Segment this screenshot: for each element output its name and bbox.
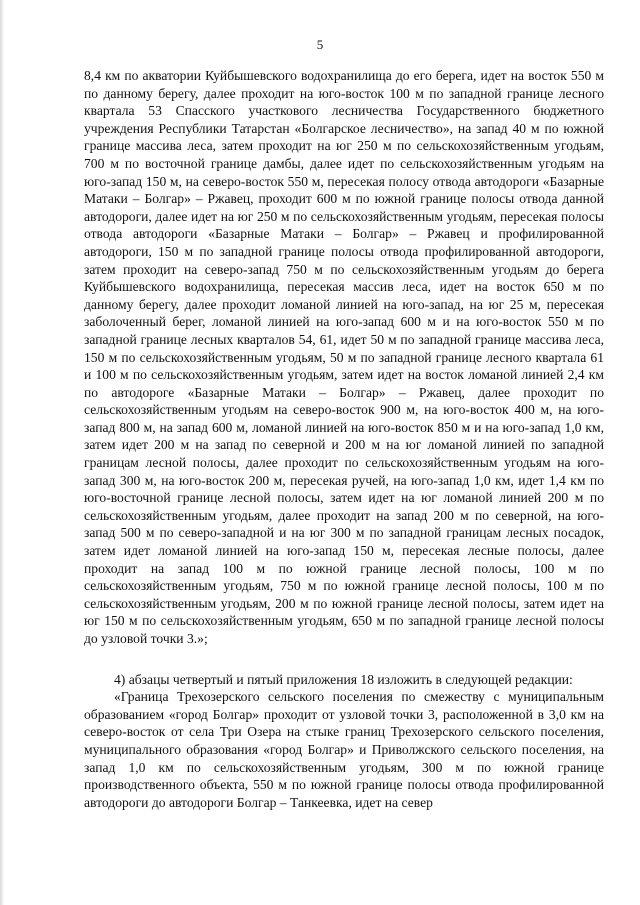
paragraph-gap	[84, 648, 604, 671]
document-body	[84, 67, 604, 811]
page-number: 5	[316, 37, 324, 52]
scan-binding-edge	[0, 0, 4, 905]
paragraph-trekhozersk-boundary: «Граница Трехозерского сельского поселения по смежеству с муниципальным образованием «город Болгар» проходит от узловой точки 3, расположенной в 3,0 км на северо-восток от села Три Озера на стыке границ Трехозерского сельского поселения, муниципального образования «город Болгар» и Приволжского сельского поселения, на запад 1,0 км по сельскохозяйственным угодьям, 300 м по южной границе производственного объекта, 550 м по южной границе полосы отвода профилированной автодороги до автодороги Болгар – Танкеевка, идет на север	[84, 689, 604, 810]
paragraph-amendment-item-4: 4) абзацы четвертый и пятый приложения 18 изложить в следующей редакции:	[114, 671, 573, 687]
paragraph-boundary-description: 8,4 км по акватории Куйбышевского водохранилища до его берега, идет на восток 550 м по данному берегу, далее проходит на юго-восток 100 м по западной границе лесного квартала 53 Спасского участкового лесничества Государственного бюджетного учреждения Республики Татарстан «Болгарское лесничество», на запад 40 м по южной границе массива леса, затем проходит на юг 250 м по сельскохозяйственным угодьям, 700 м по восточной границе дамбы, далее идет по сельскохозяйственным угодьям на юго-запад 150 м, на северо-восток 550 м, пересекая полосу отвода автодороги «Базарные Матаки – Болгар» – Ржавец, проходит 600 м по южной границе полосы отвода данной автодороги, далее идет на юг 250 м по сельскохозяйственным угодьям, пересекая полосы отвода автодороги «Базарные Матаки – Болгар» – Ржавец и профилированной автодороги, 150 м по западной границе полосы отвода профилированной автодороги, затем проходит на северо-запад 750 м по сельскохозяйственным угодьям до берега Куйбышевского водохранилища, пересекая массив леса, идет на восток 650 м по данному берегу, далее проходит ломаной линией на юго-запад, на юг 25 м, пересекая заболоченный берег, ломаной линией на юго-запад 600 м и на юго-восток 550 м по западной границе лесных кварталов 54, 61, идет 50 м по западной границе массива леса, 150 м по сельскохозяйственным угодьям, 50 м по западной границе лесного квартала 61 и 100 м по сельскохозяйственным угодьям, затем идет на восток ломаной линией 2,4 км по автодороге «Базарные Матаки – Болгар» – Ржавец, далее проходит по сельскохозяйственным угодьям на северо-восток 900 м, на юго-восток 400 м, на юго-запад 800 м, на запад 600 м, ломаной линией на юго-восток 850 м и на юго-запад 1,0 км, затем идет 200 м на запад по северной и 200 м на юг ломаной линией по западной границам лесной полосы, далее проходит по сельскохозяйственным угодьям на юго-запад 300 м, на юго-восток 200 м, пересекая ручей, на юго-запад 1,0 км, идет 1,4 км по юго-восточной границе лесной полосы, затем идет на юг ломаной линией 200 м по сельскохозяйственным угодьям, далее проходит на запад 200 м по северной, на юго-запад 500 м по северо-западной и на юг 300 м по западной границам лесных посадок, затем идет ломаной линией на юго-запад 150 м, пересекая лесные полосы, далее проходит на запад 100 м по южной границе лесной полосы, 100 м по сельскохозяйственным угодьям, 750 м по южной границе лесной полосы, 100 м по сельскохозяйственным угодьям, 200 м по южной границе лесной полосы, затем идет на юг 150 м по сельскохозяйственным угодьям, 650 м по западной границе лесной полосы до узловой точки 3.»;	[84, 68, 604, 646]
